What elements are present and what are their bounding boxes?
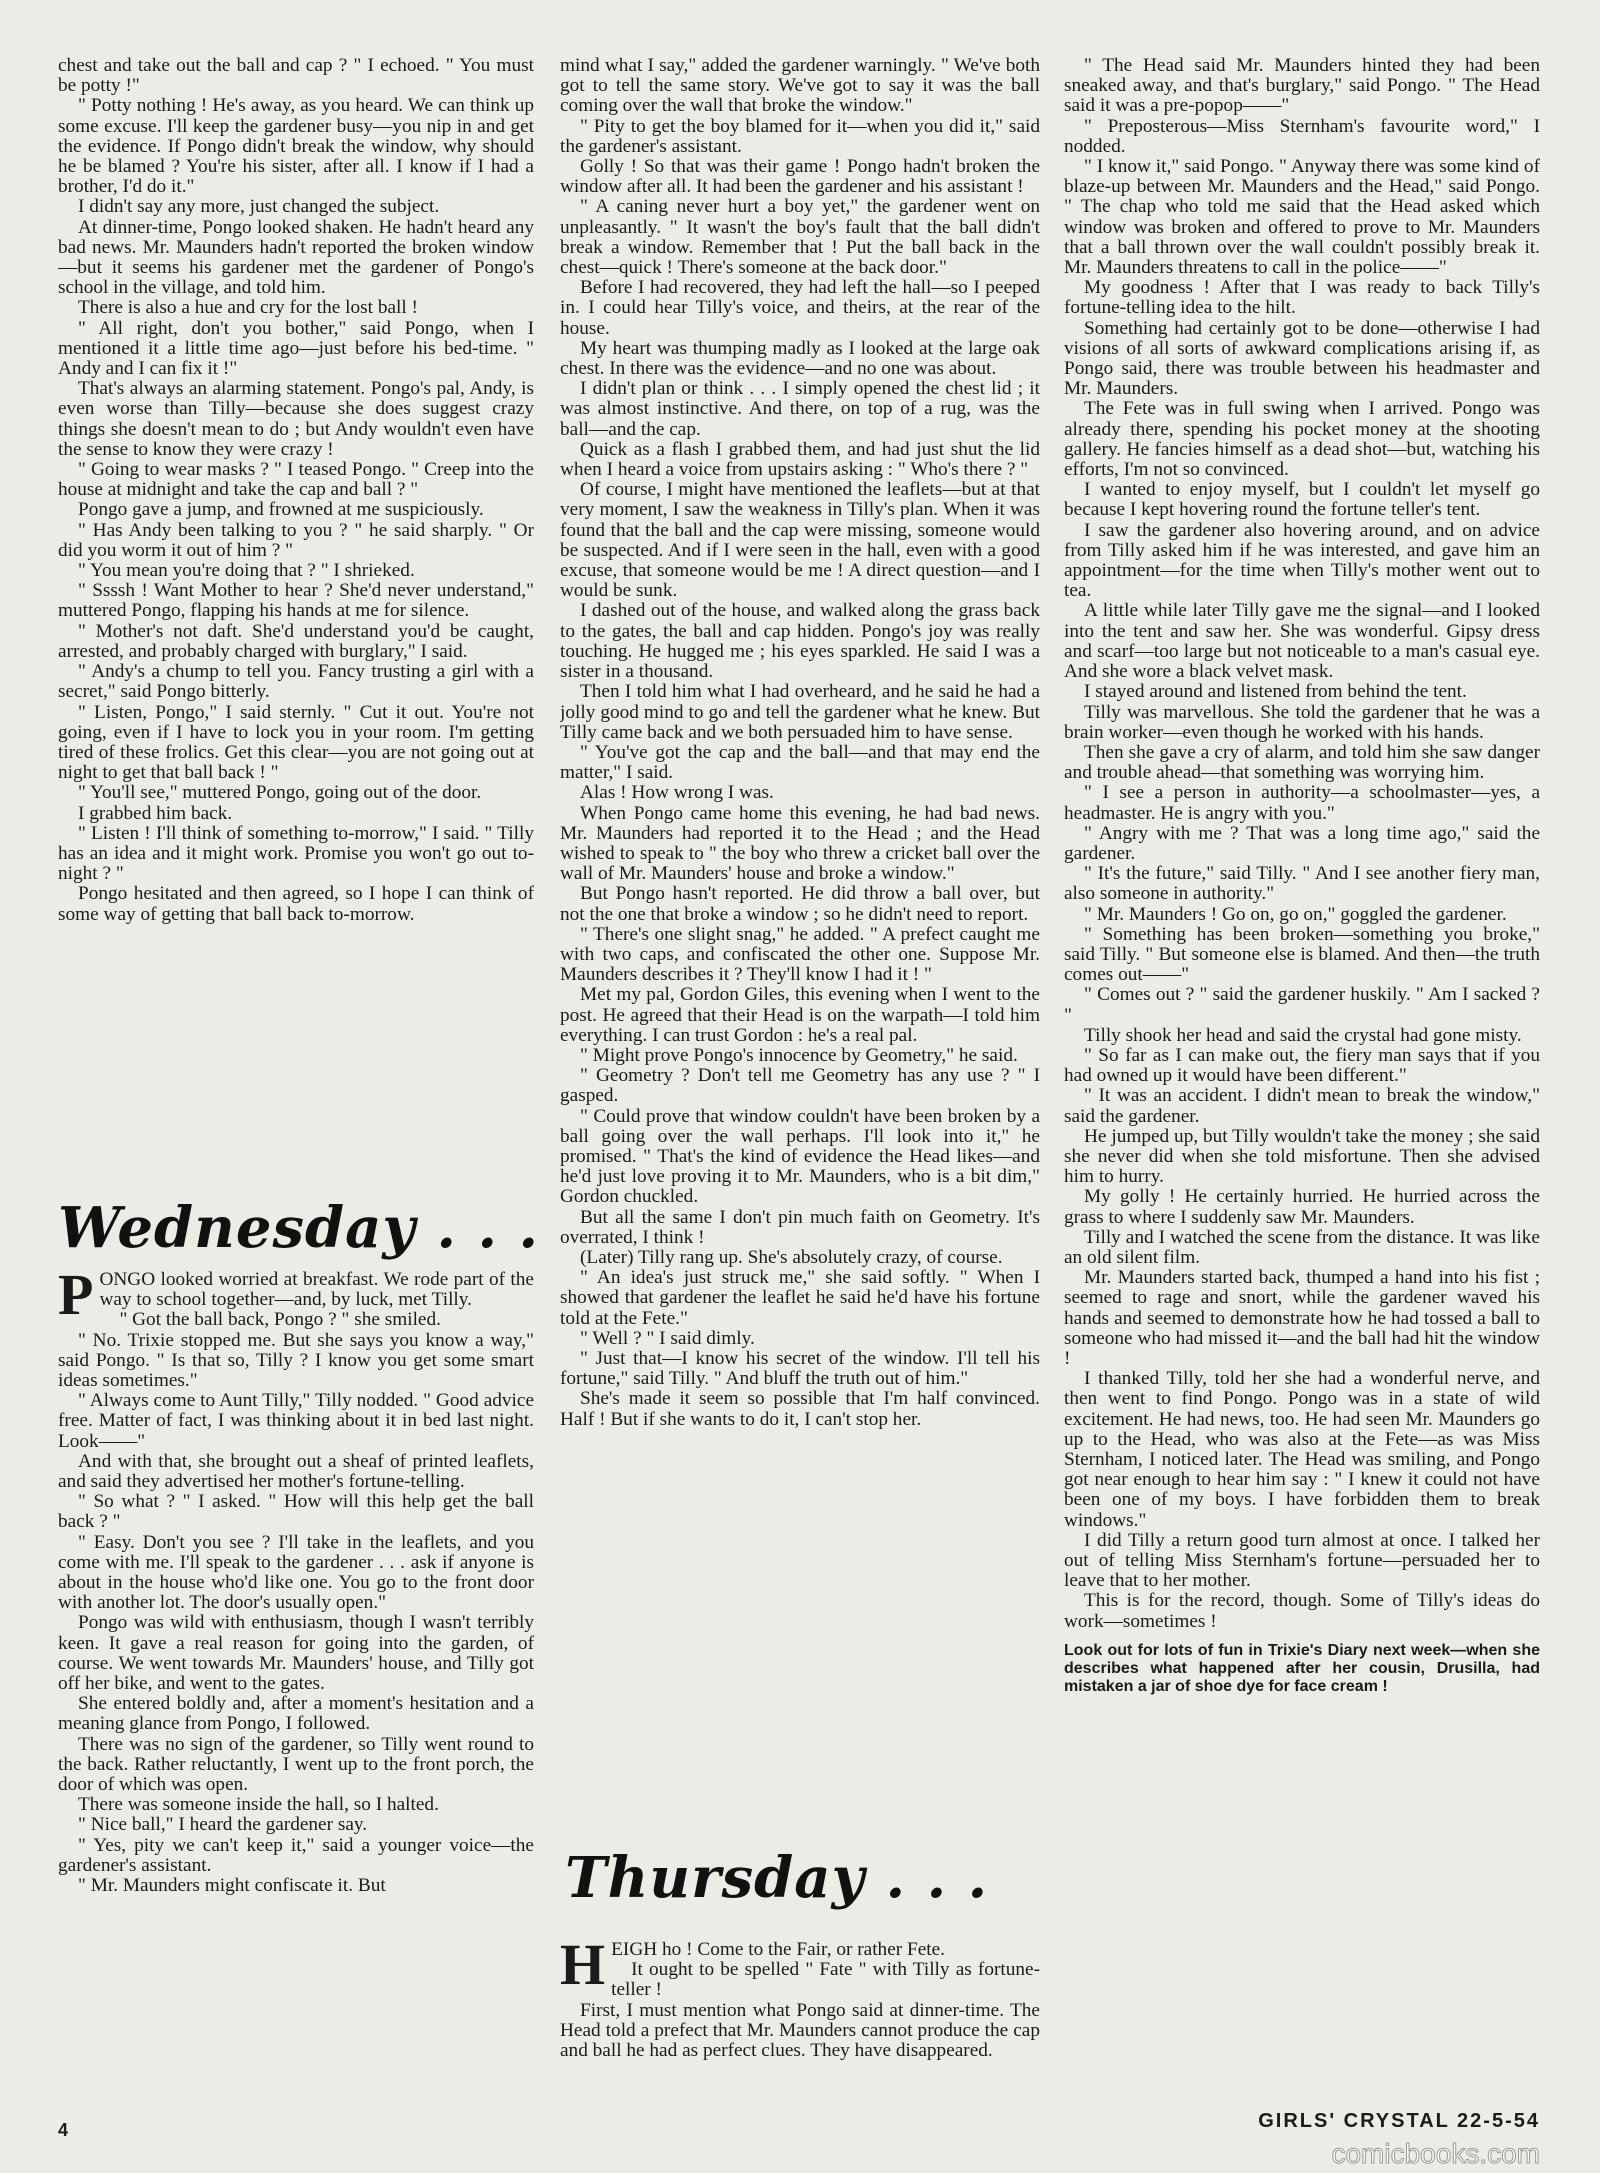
paragraph: " So far as I can make out, the fiery man says that if you had owned up it would have been different." xyxy=(1064,1044,1540,1087)
paragraph: Tilly was marvellous. She told the gardener that he was a brain worker—even though he worked with his hands. xyxy=(1064,701,1540,743)
paragraph: " Going to wear masks ? " I teased Pongo. " Creep into the house at midnight and take the cap and ball ? " xyxy=(58,459,534,501)
paragraph: " Might prove Pongo's innocence by Geometry," he said. xyxy=(580,1044,1018,1066)
paragraph: She entered boldly and, after a moment's hesitation and a meaning glance from Pongo, I followed. xyxy=(58,1693,534,1735)
paragraph: Quick as a flash I grabbed them, and had just shut the lid when I heard a voice from upstairs asking : " Who's there ? " xyxy=(560,438,1040,481)
column-1 xyxy=(58,56,534,1176)
paragraph: " An idea's just struck me," she said softly. " When I showed that gardener the leaflet he said he'd have his fortune told at the Fete." xyxy=(560,1267,1040,1329)
paragraph: Pongo hesitated and then agreed, so I hope I can think of some way of getting that ball back to-morrow. xyxy=(58,883,534,925)
paragraph: I saw the gardener also hovering around, and on advice from Tilly asked him if he was interested, and gave him an appointment—for the time when Tilly's mother went out to tea. xyxy=(1064,519,1540,602)
paragraph: I dashed out of the house, and walked along the grass back to the gates, the ball and cap hidden. Pongo's joy was really touching. He hugged me ; his eyes sparkled. He said I was a sister in a thousand. xyxy=(560,600,1040,683)
paragraph: I wanted to enjoy myself, but I couldn't let myself go because I kept hovering round the fortune teller's tent. xyxy=(1064,479,1540,521)
paragraph: A little while later Tilly gave me the signal—and I looked into the tent and saw her. She was wonderful. Gipsy dress and scarf—too large but not noticeable to a man's casual eye. And she wore a black velvet mask. xyxy=(1064,600,1540,683)
paragraph: My heart was thumping madly as I looked at the large oak chest. In there was the evidence—and no one was about. xyxy=(560,337,1040,380)
paragraph: Alas ! How wrong I was. xyxy=(580,782,774,804)
paragraph: " Mr. Maunders ! Go on, go on," goggled the gardener. xyxy=(1084,903,1507,925)
paragraph: " Mr. Maunders might confiscate it. But xyxy=(78,1875,386,1897)
paragraph: Before I had recovered, they had left the hall—so I peeped in. I could hear Tilly's voice, and theirs, at the rear of the house. xyxy=(560,277,1040,339)
paragraph: Pongo was wild with enthusiasm, though I wasn't terribly keen. It gave a real reason for going into the garden, of course. We went towards Mr. Maunders' house, and Tilly got off her bike, and went to the gates. xyxy=(58,1612,534,1695)
paragraph: " Ssssh ! Want Mother to hear ? She'd never understand," muttered Pongo, flapping his hands at me for silence. xyxy=(58,580,534,622)
paragraph: I thanked Tilly, told her she had a wonderful nerve, and then went to find Pongo. Pongo was in a state of wild excitement. He had news, too. He had seen Mr. Maunders go up to the Head, who was also at the Fete—as was Miss Sternham, I noticed later. The Head was smiling, and Pongo got near enough to hear him say : " I knew it could not have been one of my boys. I have forbidden them to break windows." xyxy=(1064,1368,1540,1531)
next-week-promo: Look out for lots of fun in Trixie's Diary next week—when she describes what happened after her cousin, Drusilla, had mistaken a jar of shoe dye for face cream ! xyxy=(1064,1641,1540,1695)
paragraph: " The Head said Mr. Maunders hinted they had been sneaked away, and that's burglary," said Pongo. " The Head said it was a pre-popop——" xyxy=(1064,56,1540,117)
paragraph: There is also a hue and cry for the lost ball ! xyxy=(78,297,418,319)
paragraph: That's always an alarming statement. Pongo's pal, Andy, is even worse than Tilly—because she does suggest crazy things she doesn't mean to do ; but Andy wouldn't even have the sense to know they were crazy ! xyxy=(58,378,534,460)
paragraph: " Just that—I know his secret of the window. I'll tell his fortune," said Tilly. " And bluff the truth out of him." xyxy=(560,1348,1040,1390)
paragraph: There was no sign of the gardener, so Tilly went round to the back. Rather reluctantly, I went up to the front porch, the door of which was open. xyxy=(58,1733,534,1796)
paragraph: (Later) Tilly rang up. She's absolutely crazy, of course. xyxy=(580,1246,1003,1268)
magazine-issue: GIRLS' CRYSTAL 22-5-54 xyxy=(1258,2110,1540,2132)
drop-cap: P xyxy=(58,1270,94,1327)
paragraph: My golly ! He certainly hurried. He hurried across the grass to where I suddenly saw Mr. Maunders. xyxy=(1064,1186,1540,1228)
paragraph: This is for the record, though. Some of Tilly's ideas do work—sometimes ! xyxy=(1064,1590,1540,1632)
paragraph-text: ONGO looked worried at breakfast. We rode part of the way to school together—and, by luck, met Tilly. xyxy=(99,1270,534,1311)
paragraph: " A caning never hurt a boy yet," the gardener went on unpleasantly. " It wasn't the boy's fault that the ball didn't break a window. Remember that ! Put the ball back in the chest—quick ! There's someone at the back door." xyxy=(560,196,1040,279)
paragraph: " Andy's a chump to tell you. Fancy trusting a girl with a secret," said Pongo bitterly. xyxy=(58,661,534,703)
wednesday-heading: Wednesday . . . xyxy=(58,1195,539,1261)
paragraph: " Nice ball," I heard the gardener say. xyxy=(78,1814,368,1836)
column-3-paragraphs xyxy=(1064,56,1540,1632)
paragraph: " You mean you're doing that ? " I shrieked. xyxy=(78,560,415,582)
paragraph: She's made it seem so possible that I'm half convinced. Half ! But if she wants to do it, I can't stop her. xyxy=(560,1388,1040,1430)
paragraph: At dinner-time, Pongo looked shaken. He hadn't heard any bad news. Mr. Maunders hadn't reported the broken window—but it seems his gardener met the gardener of Pongo's school in the village, and told him. xyxy=(58,216,534,299)
paragraph: But all the same I don't pin much faith on Geometry. It's overrated, I think ! xyxy=(560,1206,1040,1248)
paragraph: " Well ? " I said dimly. xyxy=(580,1327,755,1349)
page-number: 4 xyxy=(58,2120,69,2140)
paragraph: " Always come to Aunt Tilly," Tilly nodded. " Good advice free. Matter of fact, I was thinking about it in bed last night. Look——" xyxy=(58,1390,534,1452)
paragraph: " Listen, Pongo," I said sternly. " Cut it out. You're not going, even if I have to lock you in your room. I'm getting tired of these frolics. Get this clear—you are not going out at night to get that ball back ! " xyxy=(58,701,534,784)
paragraph: " Has Andy been talking to you ? " he said sharply. " Or did you worm it out of him ? " xyxy=(58,519,534,561)
paragraph: I did Tilly a return good turn almost at once. I talked her out of telling Miss Sternham's fortune—persuaded her to leave that to her mother. xyxy=(1064,1529,1540,1592)
paragraph: The Fete was in full swing when I arrived. Pongo was already there, spending his pocket money at the shooting gallery. He fancies himself as a dead shot—but, watching his efforts, I'm not so convinced. xyxy=(1064,398,1540,481)
paragraph: " Got the ball back, Pongo ? " she smiled. xyxy=(119,1309,441,1331)
paragraph: " You've got the cap and the ball—and that may end the matter," I said. xyxy=(560,741,1040,784)
paragraph: He jumped up, but Tilly wouldn't take the money ; she said she never did when she told misfortune. Then she advised him to hurry. xyxy=(1064,1125,1540,1188)
wednesday-section xyxy=(58,1270,534,2100)
paragraph: " Yes, pity we can't keep it," said a younger voice—the gardener's assistant. xyxy=(58,1834,534,1876)
thursday-paragraphs xyxy=(560,1960,1040,2061)
column-3 xyxy=(1064,56,1540,2106)
paragraph: Mr. Maunders started back, thumped a hand into his fist ; seemed to rage and snort, while the gardener waved his hands and seemed to demonstrate how he had tossed a ball to someone who had missed it—and the ball had hit the window ! xyxy=(1064,1267,1540,1369)
paragraph: Met my pal, Gordon Giles, this evening when I went to the post. He agreed that their Head is on the warpath—I told him everything. I can trust Gordon : he's a real pal. xyxy=(560,984,1040,1046)
paragraph: I stayed around and listened from behind the tent. xyxy=(1084,681,1467,703)
column-2 xyxy=(560,56,1040,1806)
paragraph: " All right, don't you bother," said Pongo, when I mentioned it a little time ago—just before his bed-time. " Andy and I can fix it !" xyxy=(58,317,534,380)
paragraph: I didn't plan or think . . . I simply opened the chest lid ; it was almost instinctive. And there, on top of a rug, was the ball—and the cap. xyxy=(560,378,1040,440)
paragraph: " You'll see," muttered Pongo, going out of the door. xyxy=(78,782,482,804)
paragraph: " It's the future," said Tilly. " And I see another fiery man, also someone in authority." xyxy=(1064,863,1540,905)
paragraph: " Comes out ? " said the gardener huskily. " Am I sacked ? " xyxy=(1064,984,1540,1026)
paragraph: " Pity to get the boy blamed for it—when you did it," said the gardener's assistant. xyxy=(560,115,1040,157)
paragraph: " Mother's not daft. She'd understand you'd be caught, arrested, and probably charged with burglary," I said. xyxy=(58,620,534,662)
paragraph: But Pongo hasn't reported. He did throw a ball over, but not the one that broke a window ; so he didn't need to report. xyxy=(560,883,1040,925)
paragraph: I didn't say any more, just changed the subject. xyxy=(78,196,440,218)
paragraph: Tilly and I watched the scene from the distance. It was like an old silent film. xyxy=(1064,1226,1540,1268)
paragraph: " I know it," said Pongo. " Anyway there was some kind of blaze-up between Mr. Maunders and the Head," said Pongo. " The chap who told me said that the Head asked which window was broken and offered to prove to Mr. Maunders that a ball thrown over the wall couldn't possibly break it. Mr. Maunders threatens to call in the police——" xyxy=(1064,156,1540,279)
paragraph: " Listen ! I'll think of something to-morrow," I said. " Tilly has an idea and it might work. Promise you won't go out to-night ? " xyxy=(58,822,534,885)
paragraph: Then I told him what I had overheard, and he said he had a jolly good mind to go and tell the gardener what he knew. But Tilly came back and we both persuaded him to have sense. xyxy=(560,681,1040,743)
paragraph: " Potty nothing ! He's away, as you heard. We can think up some excuse. I'll keep the gardener busy—you nip in and get the evidence. If Pongo didn't break the window, why should he be blamed ? You're his sister, after all. I know if I had a brother, I'd do it." xyxy=(58,95,534,198)
thursday-heading: Thursday . . . xyxy=(565,1845,989,1911)
paragraph: Golly ! So that was their game ! Pongo hadn't broken the window after all. It had been the gardener and his assistant ! xyxy=(560,156,1040,198)
paragraph: " Preposterous—Miss Sternham's favourite word," I nodded. xyxy=(1064,115,1540,157)
paragraph: It ought to be spelled " Fate " with Tilly as fortune-teller ! xyxy=(611,1959,1040,2001)
paragraph-text: EIGH ho ! Come to the Fair, or rather Fete. xyxy=(611,1940,946,1960)
paragraph: Of course, I might have mentioned the leaflets—but at that very moment, I saw the weakness in Tilly's plan. When it was found that the ball and the cap were missing, someone would be suspected. And if I were seen in the hall, even with a good excuse, that someone would be me ! A direct question—and I would be sunk. xyxy=(560,479,1040,602)
paragraph: " Angry with me ? That was a long time ago," said the gardener. xyxy=(1064,822,1540,864)
paragraph: " No. Trixie stopped me. But she says you know a way," said Pongo. " Is that so, Tilly ? I know you get some smart ideas sometimes." xyxy=(58,1329,534,1392)
paragraph: Tilly shook her head and said the crystal had gone misty. xyxy=(1084,1024,1522,1046)
paragraph: I grabbed him back. xyxy=(78,802,233,824)
drop-cap: H xyxy=(560,1940,606,1997)
paragraph: " I see a person in authority—a schoolmaster—yes, a headmaster. He is angry with you." xyxy=(1064,782,1540,824)
paragraph: My goodness ! After that I was ready to back Tilly's fortune-telling idea to the hilt. xyxy=(1064,277,1540,319)
paragraph: When Pongo came home this evening, he had bad news. Mr. Maunders had reported it to the Head ; and the Head wished to speak to " the boy who threw a cricket ball over the wall of Mr. Maunders' house and broke a window." xyxy=(560,802,1040,885)
paragraph: mind what I say," added the gardener warningly. " We've both got to tell the same story. We've got to say it was the ball coming over the wall that broke the window." xyxy=(560,56,1040,117)
paragraph: Then she gave a cry of alarm, and told him she saw danger and trouble ahead—that something was worrying him. xyxy=(1064,741,1540,784)
wednesday-paragraphs xyxy=(58,1310,534,1896)
paragraph: " Something has been broken—something you broke," said Tilly. " But someone else is blamed. And then—the truth comes out——" xyxy=(1064,923,1540,986)
paragraph: " Geometry ? Don't tell me Geometry has any use ? " I gasped. xyxy=(560,1065,1040,1107)
paragraph: Pongo gave a jump, and frowned at me suspiciously. xyxy=(78,499,484,521)
paragraph: " It was an accident. I didn't mean to break the window," said the gardener. xyxy=(1064,1085,1540,1127)
thursday-section xyxy=(560,1940,1040,2110)
paragraph: chest and take out the ball and cap ? " I echoed. " You must be potty !" xyxy=(58,56,534,97)
paragraph: There was someone inside the hall, so I halted. xyxy=(78,1794,439,1816)
paragraph: " Could prove that window couldn't have been broken by a ball going over the wall perhaps. I'll look into it," he promised. " That's the kind of evidence the Head likes—and he'd just love proving it to Mr. Maunders, who is a bit dim," Gordon chuckled. xyxy=(560,1105,1040,1208)
paragraph: First, I must mention what Pongo said at dinner-time. The Head told a prefect that Mr. Maunders cannot produce the cap and ball he had as perfect clues. They have disappeared. xyxy=(560,1999,1040,2062)
paragraph: " Easy. Don't you see ? I'll take in the leaflets, and you come with me. I'll speak to the gardener . . . ask if anyone is about in the house who'd like one. You go to the front door with another lot. The door's usually open." xyxy=(58,1531,534,1614)
watermark: comicbooks.com xyxy=(1331,2138,1540,2169)
paragraph: And with that, she brought out a sheaf of printed leaflets, and said they advertised her mother's fortune-telling. xyxy=(58,1450,534,1493)
paragraph: Something had certainly got to be done—otherwise I had visions of all sorts of awkward complications arising if, as Pongo said, there was trouble between his headmaster and Mr. Maunders. xyxy=(1064,317,1540,400)
paragraph: " So what ? " I asked. " How will this help get the ball back ? " xyxy=(58,1491,534,1533)
paragraph: " There's one slight snag," he added. " A prefect caught me with two caps, and confiscated the other one. Suppose Mr. Maunders describes it ? They'll know I had it ! " xyxy=(560,923,1040,986)
